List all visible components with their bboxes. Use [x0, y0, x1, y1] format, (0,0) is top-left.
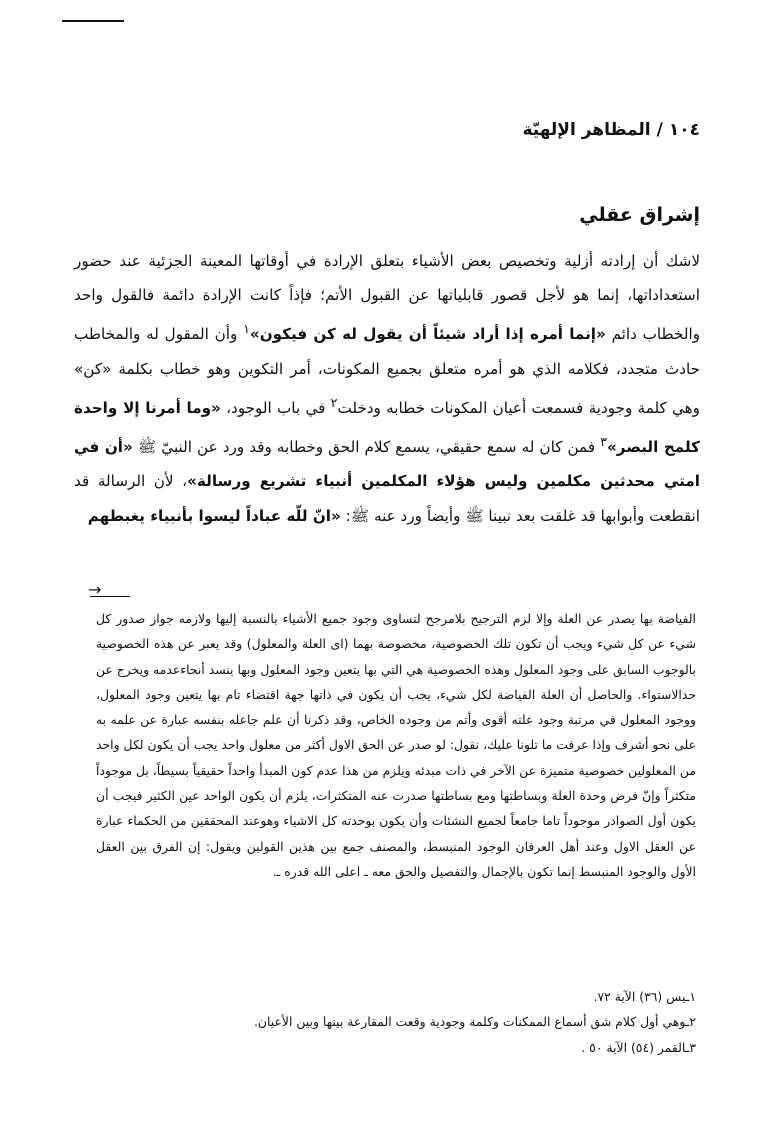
top-rule	[62, 20, 124, 22]
footnote-ref-3: ٣	[600, 434, 607, 450]
continuation-arrow-icon: →	[88, 580, 102, 599]
page-number: ١٠٤	[668, 120, 700, 140]
body-text-5: ، لأن الرسالة قد انقطعت وأبوابها قد غلقت بعد نبينا ﷺ وأيضاً ورد عنه ﷺ:	[74, 472, 700, 525]
quran-quote-2: «وما أمرنا إلا واحدة كلمح البصر»	[74, 398, 701, 457]
footnote-2: ٢ـوهي أول كلام شق أسماع الممكنات وكلمة وجودية وقعت المقارعة بينها وبين الأعيان.	[253, 1014, 696, 1030]
quran-quote-1: «إنما أمره إذا أراد شيئاً أن يقول له كن فيكون»	[249, 325, 606, 344]
footnote-rule	[90, 596, 130, 597]
footnote-ref-1: ١	[243, 321, 250, 337]
running-head	[522, 120, 700, 140]
body-paragraph	[74, 244, 700, 533]
section-heading: إشراق عقلي	[579, 204, 700, 226]
footnote-continued: الفياضة بها يصدر عن العلة وإلا لزم الترجيح بلامرجح لتساوى وجود جميع الأشياء بالنسبة إليها ولازمه جواز صدور كل شيء عن كل شيء ويجب أن تكون تلك الخصوصية، مخصوصة بهما (اى العلة والمعلول) وقد يعبر عن هذه الخصوصية بالوجوب السابق على وجود المعلول وهذه الخصوصية هي التي بها يتعين وجود المعلول وبها ينسد أنحاءعدمه ويخرج عن حدالاستواء. والحاصل أن العلة الفياضة لكل شيء، يجب أن يكون في ذاتها جهة اقتضاء تام بها يتعين وجود المعلول، ووجود المعلول في مرتبة وجود علته أقوى وأتم من وجوده الخاص، وقد ذكرنا أن علم جاعله بنفسه عبارة عن علمه به على نحو أشرف وإذا عرفت ما تلونا عليك، نقول: لو صدر عن الحق الاول أكثر من معلول واحد يجب أن يكون لكل واحد من المعلولين خصوصية متميزة عن الآخر في ذات مبدئه ويلزم من هذا عدم كون المبدأ واحداً حقيقياً بسيطاً، بل موجوداً متكثراً وإنّ فرض وحدة العلة وبساطتها ومع بساطتها صدرت عنه المتكثرات، يلزم أن يكون الواحد عين الكثير فيجب أن يكون أول الصوادر موجوداً تاما جامعاً لجميع النشئات وأن يكون بوحدته كل الاشياء وهوعند المحققين من الحكماء عبارة عن العقل الاول وعند أهل العرفان الوجود المنبسط، والمصنف جمع بين هذين القولين ويقول: إن الفرق بين العقل الأول والوجود المنبسط إنما تكون بالإجمال والتفصيل والحق معه ـ اعلى الله قدره ـ.	[96, 611, 696, 879]
footnote-3: ٣ـالقمر (٥٤) الآية ٥٠ .	[581, 1039, 696, 1055]
body-text-3: في باب الوجود،	[220, 398, 331, 417]
footnote-list	[96, 984, 696, 1060]
body-text-2: وأن المقول له والمخاطب حادث متجدد، فكلامه الذي هو أمره متعلق بجميع المكونات، أمر التكوين وهو خطاب بكلمة «كن» وهي كلمة وجودية فسمعت أعيان المكونات خطابه ودخلت	[74, 325, 701, 417]
running-head-title: المظاهر الإلهيّة	[522, 120, 651, 140]
body-text-4: فمن كان له سمع حقيقي، يسمع كلام الحق وخطابه وقد ورد عن النبيّ ﷺ	[132, 438, 601, 457]
footnote-1: ١ـيس (٣٦) الآية ٧٢.	[593, 989, 696, 1004]
footnote-ref-2: ٢	[330, 394, 338, 410]
hadith-quote-1: «أن في امتي محدثين مكلمين وليس هؤلاء المكلمين أنبياء تشريع ورسالة»	[74, 438, 700, 491]
body-text-1: لاشك أن إرادته أزلية وتخصيص بعض الأشياء بتعلق الإرادة في أوقاتها المعينة الجزئية عند حضور استعداداتها، إنما هو لأجل قصور قابلياتها عن القبول الأتم؛ فإذاً كانت الإرادة دائمة فالقول واحد والخطاب دائم	[74, 252, 701, 344]
hadith-quote-2: «انّ للّه عباداً ليسوا بأنبياء يغبطهم	[87, 506, 341, 525]
running-head-separator: /	[656, 120, 663, 140]
